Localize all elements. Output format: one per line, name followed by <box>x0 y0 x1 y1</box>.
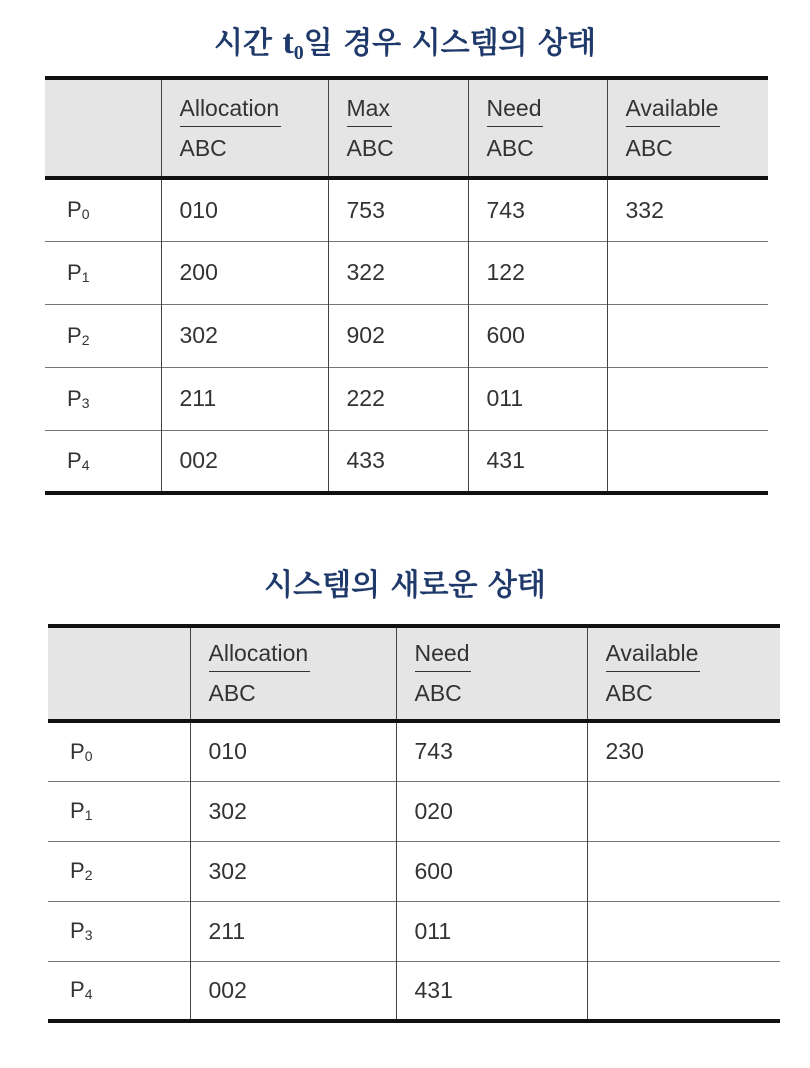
table-row <box>48 901 780 961</box>
new-system-state-table <box>48 624 780 1023</box>
need-cell: 431 <box>468 430 607 493</box>
max-cell: 433 <box>328 430 468 493</box>
system-state-table <box>45 76 768 495</box>
available-cell <box>587 841 780 901</box>
table1-title <box>0 18 810 65</box>
max-cell: 753 <box>328 178 468 241</box>
need-cell: 743 <box>396 721 587 781</box>
table1-title-prefix: 시간 <box>214 26 283 61</box>
process-name: $P_0$ <box>67 197 90 223</box>
available-cell <box>607 367 768 430</box>
need-cell: 431 <box>396 961 587 1021</box>
allocation-cell: 002 <box>190 961 396 1021</box>
process-name: $P_2$ <box>45 304 161 367</box>
header-empty <box>48 626 190 721</box>
available-cell: 230 <box>587 721 780 781</box>
table1-title-t: t <box>282 24 294 61</box>
header-need: Need ABC <box>468 78 607 178</box>
max-cell: 902 <box>328 304 468 367</box>
header-allocation: Allocation ABC <box>190 626 396 721</box>
header-available: Available ABC <box>587 626 780 721</box>
available-cell: 332 <box>607 178 768 241</box>
process-name: $P_3$ <box>48 901 190 961</box>
table-row <box>45 178 768 241</box>
table-row <box>48 721 780 781</box>
process-name: $P_4$ <box>45 430 161 493</box>
allocation-cell: 010 <box>190 721 396 781</box>
table-header-row <box>48 626 780 721</box>
table-row <box>48 781 780 841</box>
allocation-cell: 302 <box>190 781 396 841</box>
table-row <box>45 430 768 493</box>
allocation-cell: 302 <box>161 304 328 367</box>
table-row <box>45 367 768 430</box>
table-row <box>48 961 780 1021</box>
available-cell <box>587 961 780 1021</box>
process-name: $P_2$ <box>48 841 190 901</box>
allocation-cell: 010 <box>161 178 328 241</box>
table2-title: 시스템의 새로운 상태 <box>264 568 546 603</box>
need-cell: 011 <box>396 901 587 961</box>
need-cell: 011 <box>468 367 607 430</box>
need-cell: 020 <box>396 781 587 841</box>
max-cell: 322 <box>328 241 468 304</box>
max-cell: 222 <box>328 367 468 430</box>
need-cell: 600 <box>468 304 607 367</box>
process-name: $P_3$ <box>45 367 161 430</box>
table-row <box>45 304 768 367</box>
need-cell: 600 <box>396 841 587 901</box>
available-cell <box>587 781 780 841</box>
allocation-cell: 211 <box>190 901 396 961</box>
available-cell <box>587 901 780 961</box>
allocation-cell: 302 <box>190 841 396 901</box>
available-cell <box>607 241 768 304</box>
need-cell: 122 <box>468 241 607 304</box>
need-cell: 743 <box>468 178 607 241</box>
process-name: $P_1$ <box>45 241 161 304</box>
table1-title-sub: 0 <box>293 42 304 64</box>
table-header-row <box>45 78 768 178</box>
process-name: $P_0$ <box>70 738 93 764</box>
allocation-cell: 002 <box>161 430 328 493</box>
header-need: Need ABC <box>396 626 587 721</box>
table1-title-variable <box>282 24 304 64</box>
table-row <box>48 841 780 901</box>
header-allocation: Allocation ABC <box>161 78 328 178</box>
header-empty <box>45 78 161 178</box>
available-cell <box>607 430 768 493</box>
process-name: $P_1$ <box>48 781 190 841</box>
header-available: Available ABC <box>607 78 768 178</box>
table-row <box>45 241 768 304</box>
available-cell <box>607 304 768 367</box>
allocation-cell: 200 <box>161 241 328 304</box>
header-max: Max ABC <box>328 78 468 178</box>
allocation-cell: 211 <box>161 367 328 430</box>
table1-title-suffix: 일 경우 시스템의 상태 <box>303 26 596 61</box>
process-name: $P_4$ <box>48 961 190 1021</box>
